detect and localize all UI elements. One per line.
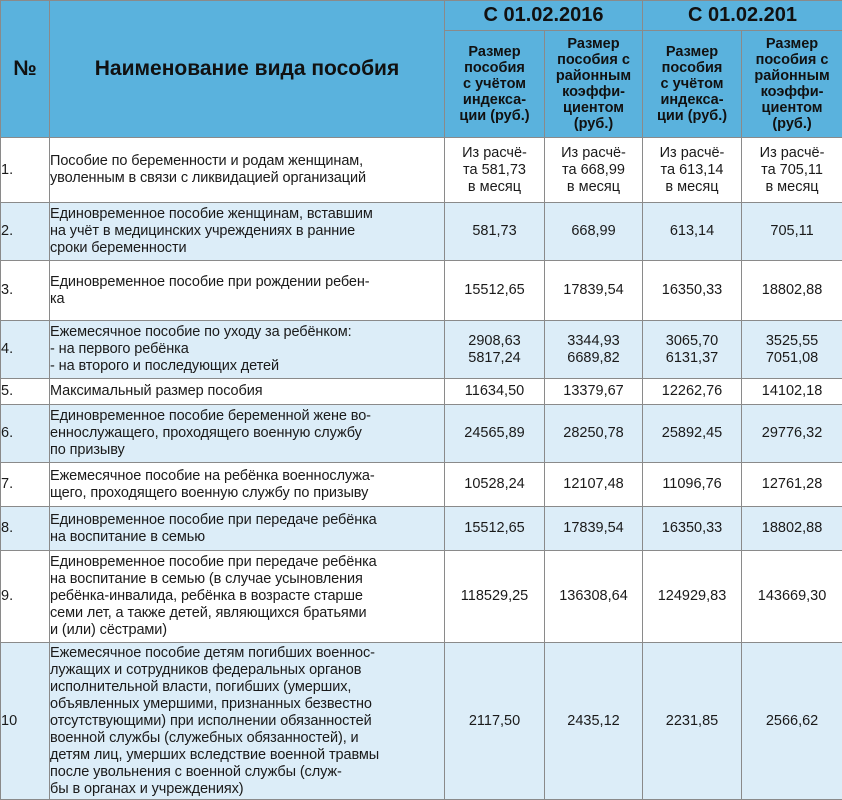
benefit-amount-col-2: [545, 203, 643, 261]
benefit-amount-col-4: [742, 507, 842, 551]
amount-line: 25892,45: [661, 425, 723, 441]
amount-line: 11634,50: [464, 383, 525, 399]
number-column-header: №: [1, 1, 50, 138]
sub-header-line: циентом: [761, 100, 823, 116]
benefit-name-line: еннослужащего, проходящего военную службу: [50, 425, 362, 441]
amount-line: та 613,14: [660, 161, 724, 178]
benefit-amount-col-3: [643, 138, 742, 203]
amount-line: 668,99: [571, 223, 616, 239]
row-number: 5.: [1, 379, 50, 405]
amount-line: 613,14: [669, 223, 715, 239]
amount-line: 17839,54: [563, 282, 624, 298]
benefit-name: [50, 405, 445, 463]
benefit-name-line: Ежемесячное пособие на ребёнка военнослужа-: [50, 467, 375, 484]
benefit-name-line: Пособие по беременности и родам женщинам,: [50, 153, 364, 169]
benefit-amount-col-1: [445, 138, 545, 203]
benefit-name-line: - на первого ребёнка: [50, 341, 189, 357]
benefit-name: [50, 463, 445, 507]
benefit-amount-col-3: [643, 261, 742, 321]
amount-line: 13379,67: [563, 383, 624, 399]
amount-line: 3344,93: [567, 332, 620, 349]
amount-line: 2566,62: [765, 712, 819, 729]
sub-header-line: с учётом: [660, 76, 724, 92]
amount-line: Из расчё-: [659, 144, 725, 161]
benefit-amount-col-2: [545, 507, 643, 551]
table-row: [1, 138, 842, 203]
sub-header-line: районным: [555, 68, 632, 84]
table-row: [1, 405, 842, 463]
benefit-amount-col-2: [545, 379, 643, 405]
row-number: 1.: [1, 138, 50, 203]
benefit-name-line: после увольнения с военной службы (служ-: [50, 763, 342, 780]
sub-header-line: ции (руб.): [656, 108, 728, 124]
benefit-name: [50, 379, 445, 405]
row-number: 9.: [1, 551, 50, 643]
row-number: 8.: [1, 507, 50, 551]
sub-header-line: Размер: [468, 44, 521, 60]
benefit-amount-col-2: [545, 405, 643, 463]
benefit-name: [50, 507, 445, 551]
table-row: [1, 463, 842, 507]
amount-line: 143669,30: [757, 588, 827, 604]
amount-line: в месяц: [566, 178, 621, 195]
benefit-amount-col-2: [545, 463, 643, 507]
benefit-name-line: объявленных умершими, признанных безвестно: [50, 695, 372, 712]
amount-line: 18802,88: [761, 282, 823, 298]
amount-line: 12107,48: [563, 476, 624, 492]
sub-header-1: [445, 31, 545, 138]
benefit-amount-col-1: [445, 203, 545, 261]
benefit-name-line: на учёт в медицинских учреждениях в ранние: [50, 223, 356, 239]
amount-line: 2231,85: [665, 712, 719, 729]
amount-line: Из расчё-: [462, 144, 527, 161]
benefit-amount-col-1: [445, 551, 545, 643]
amount-line: 136308,64: [559, 588, 628, 604]
benefit-amount-col-1: [445, 643, 545, 800]
table-row: [1, 379, 842, 405]
benefit-name-line: Ежемесячное пособие по уходу за ребёнком:: [50, 324, 352, 340]
benefit-amount-col-1: [445, 321, 545, 379]
benefit-amount-col-4: [742, 551, 842, 643]
sub-header-2: [545, 31, 643, 138]
benefit-name-line: Ежемесячное пособие детям погибших военнос-: [50, 644, 375, 661]
amount-line: 2435,12: [567, 712, 620, 729]
benefit-name-line: сроки беременности: [50, 240, 187, 256]
amount-line: 3065,70: [665, 332, 719, 349]
row-number: 6.: [1, 405, 50, 463]
table-header: [1, 1, 842, 138]
benefit-amount-col-4: [742, 321, 842, 379]
benefit-name-line: исполнительной власти, погибших (умерших,: [50, 678, 352, 695]
sub-header-line: коэффи-: [562, 84, 625, 100]
sub-header-line: ции (руб.): [459, 108, 530, 124]
table-row: [1, 643, 842, 800]
benefit-name-line: щего, проходящего военную службу по призыву: [50, 484, 369, 501]
row-number: 3.: [1, 261, 50, 321]
sub-header-line: Размер: [765, 36, 819, 52]
benefit-amount-col-2: [545, 643, 643, 800]
benefit-amount-col-2: [545, 138, 643, 203]
benefit-name: [50, 643, 445, 800]
benefit-amount-col-2: [545, 551, 643, 643]
benefit-name-line: ка: [50, 290, 65, 307]
benefit-amount-col-1: [445, 261, 545, 321]
amount-line: 24565,89: [464, 425, 525, 441]
benefit-name-line: Единовременное пособие при рождении ребен-: [50, 273, 370, 290]
benefit-name-line: отсутствующими) при исполнении обязанностей: [50, 712, 372, 729]
amount-line: в месяц: [665, 178, 719, 195]
amount-line: та 668,99: [562, 161, 625, 178]
benefit-amount-col-3: [643, 643, 742, 800]
amount-line: 118529,25: [460, 588, 529, 604]
benefit-amount-col-3: [643, 463, 742, 507]
amount-line: 29776,32: [761, 425, 823, 441]
benefit-amount-col-4: [742, 643, 842, 800]
amount-line: 705,11: [770, 223, 814, 239]
benefit-amount-col-3: [643, 321, 742, 379]
sub-header-line: пособия с: [755, 52, 829, 68]
amount-line: 28250,78: [563, 425, 624, 441]
sub-header-line: (руб.): [573, 116, 614, 132]
benefit-amount-col-4: [742, 203, 842, 261]
sub-header-line: коэффи-: [760, 84, 824, 100]
table-row: [1, 551, 842, 643]
sub-header-line: пособия: [464, 60, 525, 76]
benefit-name-line: военной службы (служебных обязанностей), и: [50, 729, 359, 746]
period-header-2016: С 01.02.2016: [445, 1, 643, 31]
benefit-amount-col-1: [445, 463, 545, 507]
amount-line: 10528,24: [464, 476, 525, 492]
row-number: 4.: [1, 321, 50, 379]
amount-line: 6689,82: [567, 349, 620, 366]
amount-line: 16350,33: [661, 282, 723, 298]
benefit-amount-col-1: [445, 379, 545, 405]
benefit-name-line: Единовременное пособие женщинам, вставшим: [50, 206, 373, 222]
sub-header-line: индекса-: [660, 92, 724, 108]
benefit-name: [50, 321, 445, 379]
benefit-name-line: уволенным в связи с ликвидацией организаций: [50, 170, 366, 186]
benefit-amount-col-1: [445, 405, 545, 463]
benefit-amount-col-3: [643, 203, 742, 261]
amount-line: 15512,65: [464, 282, 525, 298]
row-number: 10: [1, 643, 50, 800]
benefit-amount-col-4: [742, 261, 842, 321]
amount-line: 16350,33: [661, 520, 723, 536]
amount-line: 15512,65: [464, 520, 525, 536]
amount-line: 11096,76: [662, 476, 722, 492]
amount-line: в месяц: [765, 178, 819, 195]
benefit-amount-col-2: [545, 321, 643, 379]
benefit-name-line: и (или) сёстрами): [50, 622, 168, 638]
benefit-amount-col-3: [643, 507, 742, 551]
amount-line: 18802,88: [761, 520, 823, 536]
benefit-name: [50, 261, 445, 321]
sub-header-line: пособия с: [557, 52, 630, 68]
benefit-amount-col-3: [643, 405, 742, 463]
benefit-amount-col-4: [742, 138, 842, 203]
benefit-name-column-header: Наименование вида пособия: [50, 1, 445, 138]
amount-line: 3525,55: [765, 332, 819, 349]
amount-line: в месяц: [467, 178, 522, 195]
amount-line: 2117,50: [468, 712, 521, 729]
benefit-amount-col-3: [643, 551, 742, 643]
amount-line: 6131,37: [665, 349, 719, 366]
benefit-name: [50, 138, 445, 203]
sub-header-3: [643, 31, 742, 138]
amount-line: 5817,24: [468, 349, 521, 366]
benefit-name-line: ребёнка-инвалида, ребёнка в возрасте старше: [50, 588, 363, 604]
amount-line: 581,73: [472, 223, 517, 239]
period-header-2017: С 01.02.201: [643, 1, 842, 31]
amount-line: 14102,18: [761, 383, 823, 399]
sub-header-line: с учётом: [463, 76, 526, 92]
amount-line: Из расчё-: [561, 144, 626, 161]
benefit-name: [50, 551, 445, 643]
benefit-name-line: Единовременное пособие при передаче ребёнка: [50, 554, 377, 570]
sub-header-line: районным: [754, 68, 830, 84]
sub-header-line: циентом: [563, 100, 624, 116]
row-number: 2.: [1, 203, 50, 261]
table-body: [1, 138, 842, 800]
benefit-name: [50, 203, 445, 261]
benefit-name-line: Единовременное пособие беременной жене во-: [50, 408, 371, 424]
benefit-amount-col-1: [445, 507, 545, 551]
amount-line: 17839,54: [563, 520, 624, 536]
amount-line: 124929,83: [657, 588, 727, 604]
amount-line: та 705,11: [761, 161, 823, 178]
benefit-name-line: Единовременное пособие при передаче ребёнка: [50, 511, 377, 528]
table-row: [1, 507, 842, 551]
benefit-name-line: детям лиц, умерших вследствие военной травмы: [50, 746, 380, 763]
sub-header-line: Размер: [665, 44, 719, 60]
row-number: 7.: [1, 463, 50, 507]
benefit-amount-col-4: [742, 379, 842, 405]
benefit-amount-col-3: [643, 379, 742, 405]
sub-header-line: пособия: [661, 60, 723, 76]
sub-header-4: [742, 31, 842, 138]
benefit-name-line: - на второго и последующих детей: [50, 358, 279, 374]
benefit-name-line: на воспитание в семью (в случае усыновления: [50, 571, 363, 587]
amount-line: та 581,73: [463, 161, 526, 178]
sub-header-line: (руб.): [772, 116, 812, 132]
benefit-name-line: по призыву: [50, 442, 125, 458]
benefit-name-line: бы в органах и учреждениях): [50, 780, 244, 797]
amount-line: 12262,76: [661, 383, 723, 399]
amount-line: 7051,08: [765, 349, 819, 366]
benefit-name-line: на воспитание в семью: [50, 528, 205, 545]
table-row: [1, 321, 842, 379]
benefit-name-line: лужащих и сотрудников федеральных органов: [50, 661, 362, 678]
table-row: [1, 261, 842, 321]
benefit-amount-col-4: [742, 405, 842, 463]
amount-line: 12761,28: [761, 476, 823, 492]
sub-header-line: индекса-: [462, 92, 527, 108]
amount-line: Из расчё-: [759, 144, 825, 161]
benefit-name-line: Максимальный размер пособия: [50, 383, 263, 399]
benefit-amount-col-2: [545, 261, 643, 321]
benefit-name-line: семи лет, а также детей, являющихся братьями: [50, 605, 367, 621]
sub-header-line: Размер: [567, 36, 620, 52]
benefit-amount-col-4: [742, 463, 842, 507]
table-row: [1, 203, 842, 261]
amount-line: 2908,63: [468, 332, 521, 349]
